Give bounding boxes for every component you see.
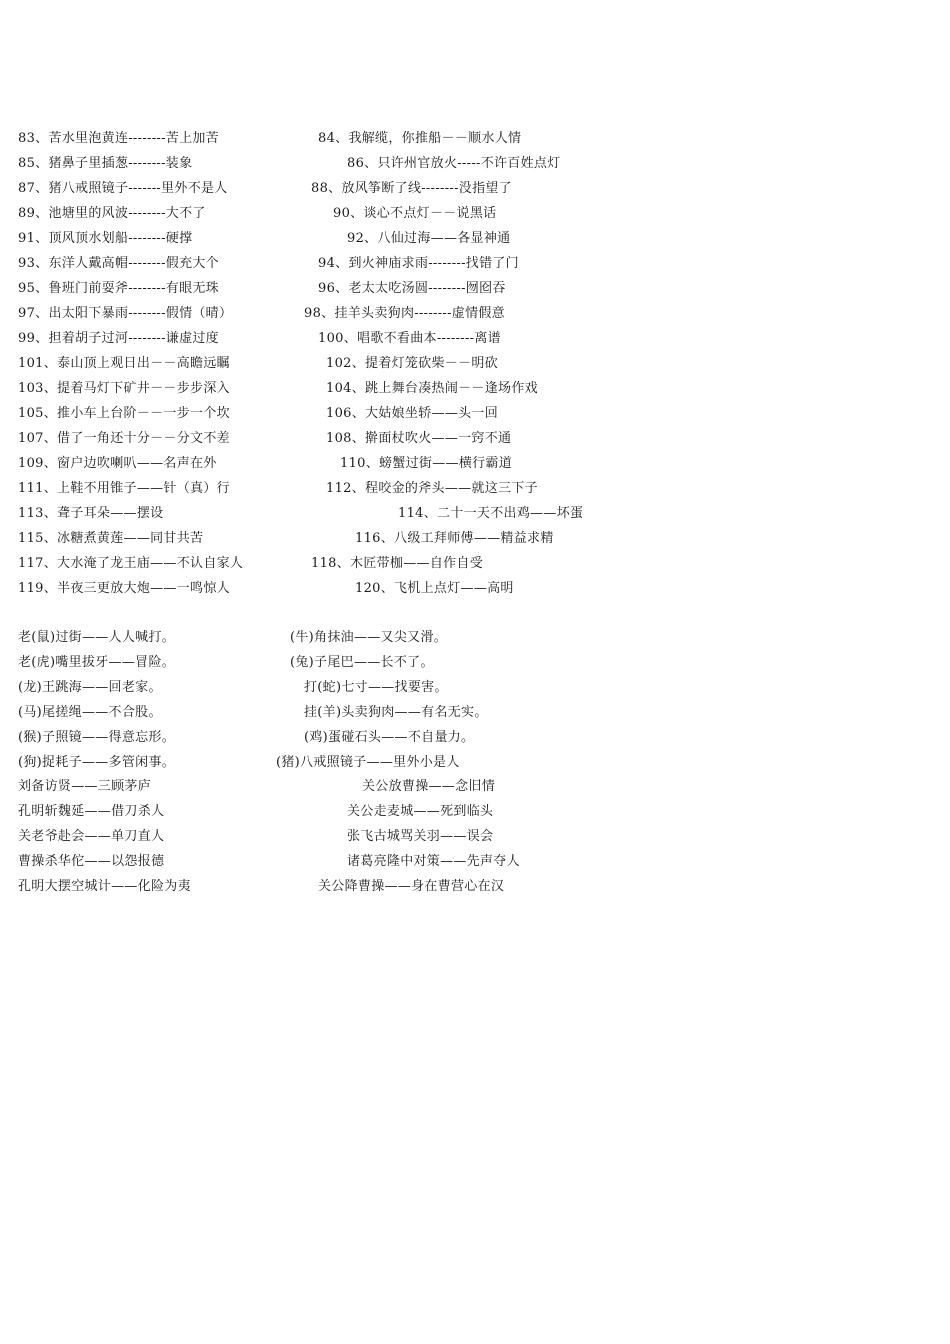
saying-112: 112、程咬金的斧头——就这三下子 — [326, 481, 538, 496]
zodiac-saying-rat: 老(鼠)过街——人人喊打。 — [18, 630, 176, 645]
saying-88: 88、放风筝断了线--------没指望了 — [311, 181, 512, 196]
saying-86: 86、只许州官放火-----不许百姓点灯 — [347, 156, 561, 171]
zodiac-saying-monkey: (猴)子照镜——得意忘形。 — [18, 730, 176, 745]
saying-117: 117、大水淹了龙王庙——不认自家人 — [18, 556, 244, 571]
saying-104: 104、跳上舞台凑热闹－－逢场作戏 — [326, 381, 538, 396]
saying-109: 109、窗户边吹喇叭——名声在外 — [18, 456, 217, 471]
saying-120: 120、飞机上点灯——高明 — [355, 581, 514, 596]
saying-95: 95、鲁班门前耍斧--------有眼无珠 — [18, 281, 219, 296]
sanguo-saying-10: 关公降曹操——身在曹营心在汉 — [318, 879, 505, 894]
sanguo-saying-3: 关老爷赴会——单刀直人 — [18, 829, 165, 844]
saying-89: 89、池塘里的风波--------大不了 — [18, 206, 206, 221]
saying-101: 101、泰山顶上观日出－－高瞻远瞩 — [18, 356, 230, 371]
zodiac-saying-rabbit: (兔)子尾巴——长不了。 — [290, 655, 434, 670]
saying-93: 93、东洋人戴高帽--------假充大个 — [18, 256, 219, 271]
zodiac-saying-dog: (狗)捉耗子——多管闲事。 — [18, 755, 176, 770]
saying-106: 106、大姑娘坐轿——头一回 — [326, 406, 499, 421]
saying-116: 116、八级工拜师傅——精益求精 — [355, 531, 554, 546]
saying-96: 96、老太太吃汤圆--------囫囵吞 — [318, 281, 506, 296]
saying-98: 98、挂羊头卖狗肉--------虚情假意 — [304, 306, 505, 321]
saying-94: 94、到火神庙求雨--------找错了门 — [318, 256, 519, 271]
saying-118: 118、木匠带枷——自作自受 — [311, 556, 484, 571]
saying-99: 99、担着胡子过河--------谦虚过度 — [18, 331, 219, 346]
saying-110: 110、螃蟹过街——横行霸道 — [340, 456, 513, 471]
saying-102: 102、提着灯笼砍柴－－明砍 — [326, 356, 499, 371]
zodiac-saying-ox: (牛)角抹油——又尖又滑。 — [290, 630, 448, 645]
saying-107: 107、借了一角还十分－－分文不差 — [18, 431, 230, 446]
sanguo-saying-1: 刘备访贤——三顾茅庐 — [18, 779, 151, 794]
saying-83: 83、苦水里泡黄连--------苦上加苦 — [18, 131, 219, 146]
zodiac-saying-rooster: (鸡)蛋碰石头——不自量力。 — [304, 730, 475, 745]
zodiac-saying-dragon: (龙)王跳海——回老家。 — [18, 680, 162, 695]
saying-119: 119、半夜三更放大炮——一鸣惊人 — [18, 581, 230, 596]
saying-100: 100、唱歌不看曲本--------离谱 — [318, 331, 501, 346]
zodiac-saying-snake: 打(蛇)七寸——找要害。 — [304, 680, 448, 695]
saying-114: 114、二十一天不出鸡——坏蛋 — [398, 506, 584, 521]
saying-92: 92、八仙过海——各显神通 — [347, 231, 511, 246]
sanguo-saying-4: 曹操杀华佗——以怨报德 — [18, 854, 165, 869]
sanguo-saying-8: 张飞古城骂关羽——误会 — [347, 829, 494, 844]
zodiac-saying-horse: (马)尾搓绳——不合股。 — [18, 705, 162, 720]
saying-97: 97、出太阳下暴雨--------假情（晴） — [18, 306, 233, 321]
zodiac-saying-goat: 挂(羊)头卖狗肉——有名无实。 — [304, 705, 488, 720]
saying-90: 90、谈心不点灯－－说黑话 — [333, 206, 497, 221]
sanguo-saying-5: 孔明大摆空城计——化险为夷 — [18, 879, 191, 894]
saying-84: 84、我解缆，你推船－－顺水人情 — [318, 131, 522, 146]
sanguo-saying-9: 诸葛亮隆中对策——先声夺人 — [347, 854, 520, 869]
saying-85: 85、猪鼻子里插葱--------装象 — [18, 156, 193, 171]
zodiac-saying-pig: (猪)八戒照镜子——里外小是人 — [276, 755, 460, 770]
sanguo-saying-6: 关公放曹操——念旧情 — [362, 779, 495, 794]
saying-91: 91、顶风顶水划船--------硬撑 — [18, 231, 193, 246]
sanguo-saying-7: 关公走麦城——死到临头 — [347, 804, 494, 819]
saying-105: 105、推小车上台阶－－一步一个坎 — [18, 406, 230, 421]
saying-115: 115、冰糖煮黄莲——同甘共苦 — [18, 531, 204, 546]
saying-108: 108、擀面杖吹火——一窍不通 — [326, 431, 512, 446]
saying-87: 87、猪八戒照镜子-------里外不是人 — [18, 181, 228, 196]
saying-103: 103、提着马灯下矿井－－步步深入 — [18, 381, 230, 396]
saying-111: 111、上鞋不用锥子——针（真）行 — [18, 481, 230, 496]
sanguo-saying-2: 孔明斩魏延——借刀杀人 — [18, 804, 165, 819]
saying-113: 113、聋子耳朵——摆设 — [18, 506, 164, 521]
zodiac-saying-tiger: 老(虎)嘴里拔牙——冒险。 — [18, 655, 176, 670]
